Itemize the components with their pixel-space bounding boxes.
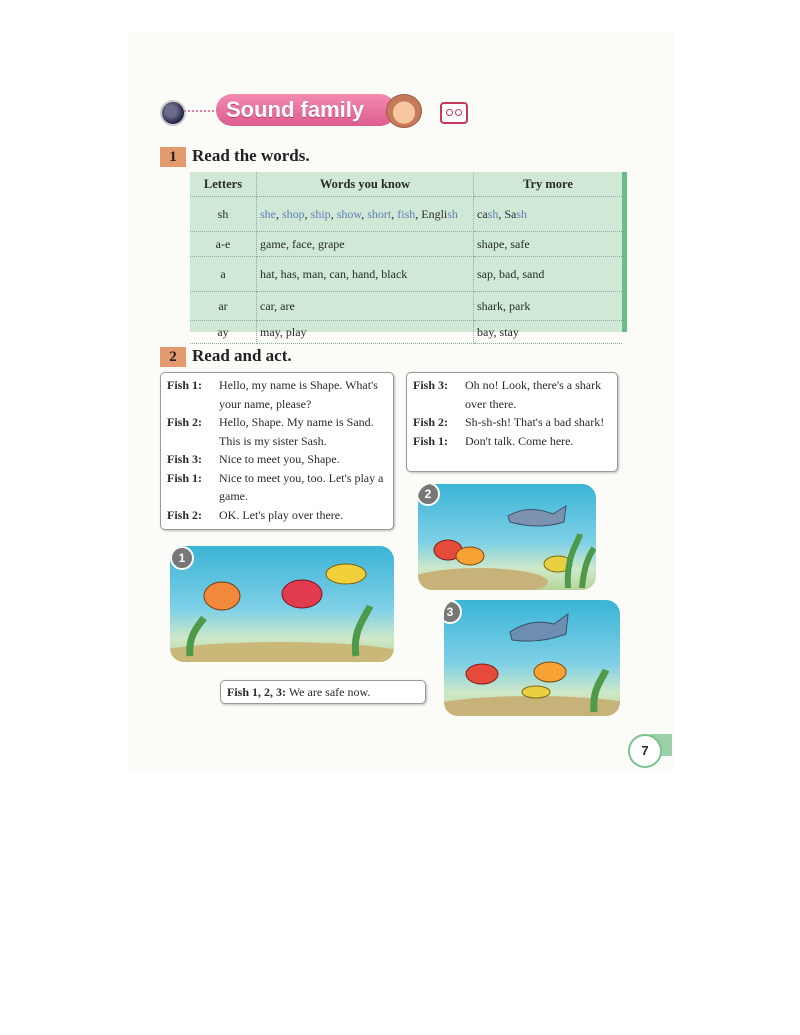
section-2-number: 2: [160, 347, 186, 367]
final-speaker: Fish 1, 2, 3:: [227, 685, 287, 699]
cassette-icon: [440, 102, 468, 124]
scene-2-illustration: [418, 484, 596, 590]
section-2-title: Read and act.: [192, 346, 292, 365]
dialogue-line: Fish 2: Hello, Shape. My name is Sand. This is my sister Sash.: [167, 415, 374, 448]
letters-cell: a-e: [190, 232, 257, 257]
words-cell: may, play: [257, 321, 474, 344]
col-letters: Letters: [190, 172, 257, 197]
scene-3-illustration: [444, 600, 620, 716]
letters-cell: sh: [190, 197, 257, 232]
words-cell: hat, has, man, can, hand, black: [257, 257, 474, 292]
letters-cell: a: [190, 257, 257, 292]
table-row: [190, 321, 622, 344]
words-table: [190, 172, 627, 339]
more-cell: bay, stay: [474, 321, 623, 344]
scene-3-drawing: [444, 600, 620, 716]
letters-cell: ay: [190, 321, 257, 344]
page-number: 7: [628, 734, 662, 768]
scene-2-number: 2: [418, 484, 440, 506]
dialogue-line: Fish 1: Hello, my name is Shape. What's your name, please?: [167, 378, 378, 411]
words-cell-sh: she, shop, ship, show, short, fish, English: [257, 197, 474, 232]
table-row: [190, 292, 622, 321]
dialogue-line: Fish 1: Nice to meet you, too. Let's play a game.: [167, 470, 384, 503]
final-text: We are safe now.: [288, 685, 371, 699]
lesson-header: [160, 92, 470, 128]
dialogue-box-right: [406, 372, 618, 472]
dotted-connector: [184, 110, 218, 112]
col-words-you-know: Words you know: [257, 172, 474, 197]
scene-1-drawing: [170, 546, 394, 662]
more-cell-sh: cash, Sash: [474, 197, 623, 232]
dialogue-line: Fish 3: Nice to meet you, Shape.: [167, 452, 340, 466]
more-cell: shark, park: [474, 292, 623, 321]
col-try-more: Try more: [474, 172, 623, 197]
dialogue-line: Fish 2: OK. Let's play over there.: [167, 507, 344, 522]
table-row: [190, 197, 622, 232]
cd-icon: [160, 100, 186, 126]
words-cell: game, face, grape: [257, 232, 474, 257]
dialogue-box-left: [160, 372, 394, 530]
more-cell: shape, safe: [474, 232, 623, 257]
scene-2-drawing: [418, 484, 596, 590]
section-1-heading: [160, 146, 310, 167]
dialogue-line: Fish 3: Oh no! Look, there's a shark over there.: [413, 378, 602, 411]
lesson-title: Sound family: [216, 94, 396, 126]
more-cell: sap, bad, sand: [474, 257, 623, 292]
section-1-title: Read the words.: [192, 146, 310, 165]
dialogue-line: Fish 2: Sh-sh-sh! That's a bad shark!: [413, 415, 605, 429]
scene-3-number: 3: [444, 600, 462, 624]
section-1-number: 1: [160, 147, 186, 167]
dialogue-line: Fish 1: Don't talk. Come here.: [413, 433, 574, 448]
table-row: [190, 257, 622, 292]
words-cell: car, are: [257, 292, 474, 321]
final-line-box: [220, 680, 426, 704]
letters-cell: ar: [190, 292, 257, 321]
section-2-heading: [160, 346, 292, 367]
face-icon: [386, 94, 422, 128]
table-row: [190, 232, 622, 257]
scene-1-illustration: [170, 546, 394, 662]
scene-1-number: 1: [170, 546, 194, 570]
